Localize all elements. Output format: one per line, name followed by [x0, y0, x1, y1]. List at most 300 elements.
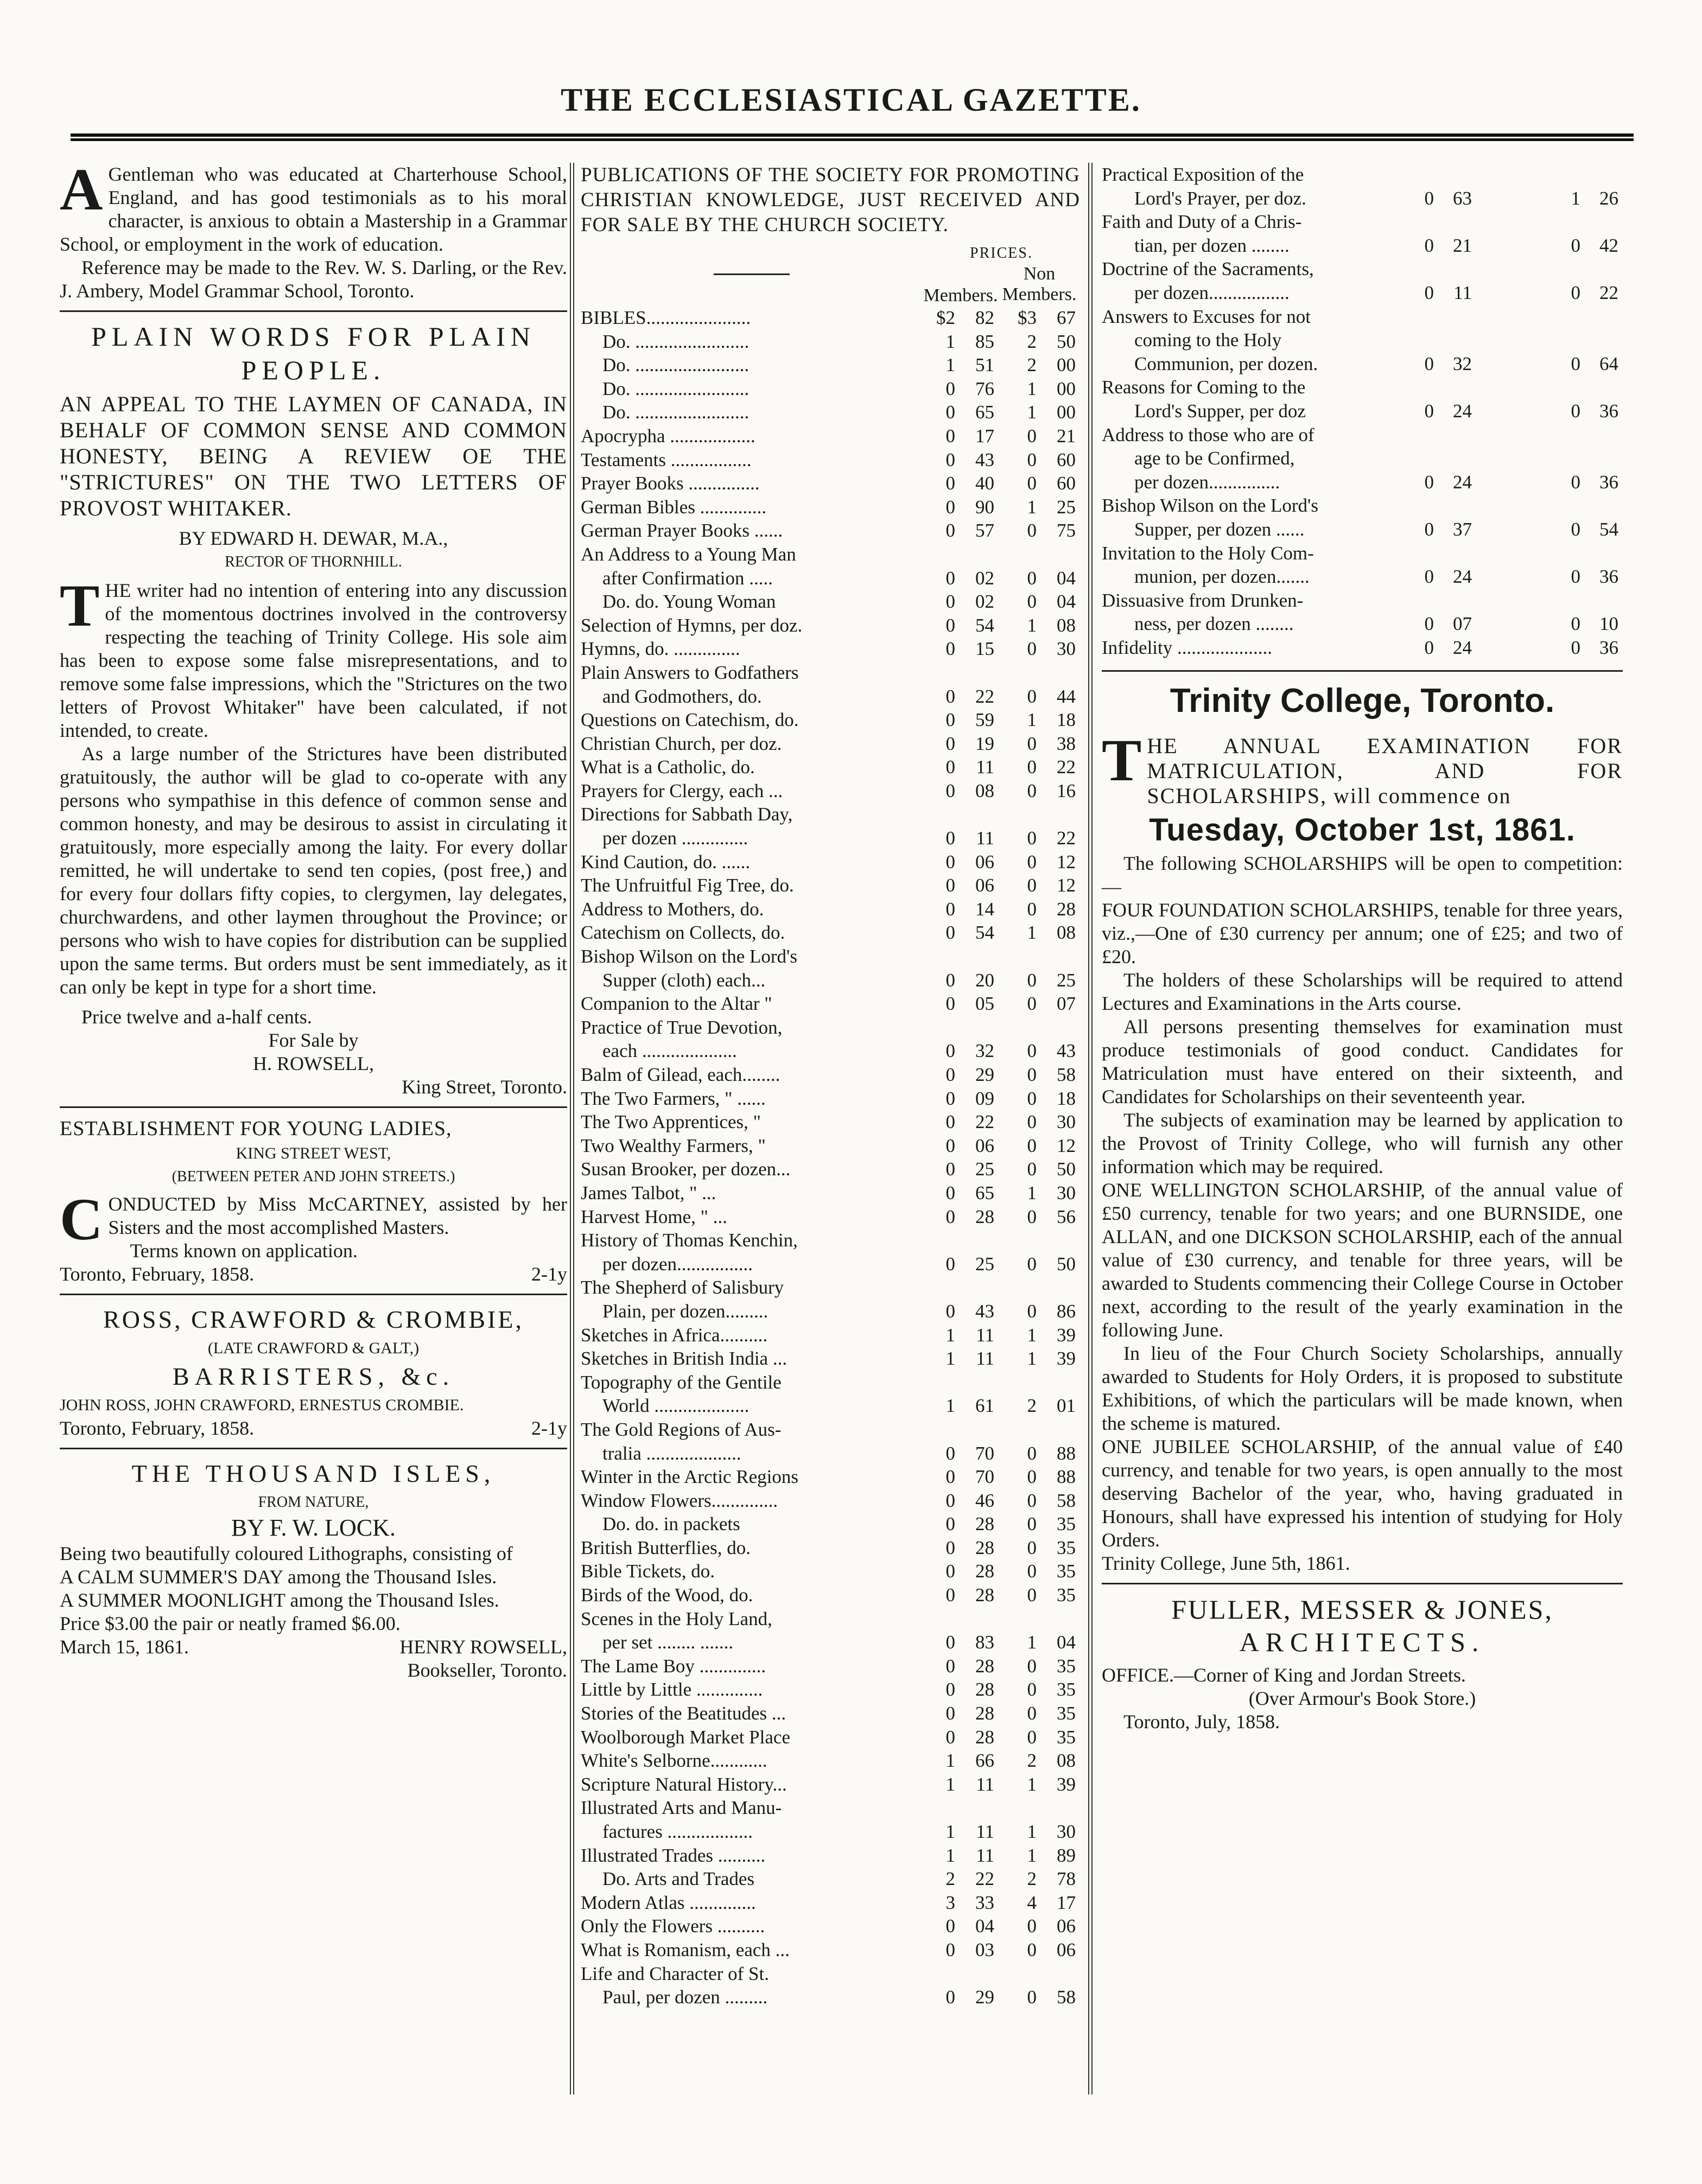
member-price	[930, 1276, 960, 1300]
firm-date: Toronto, July, 1858.	[1123, 1711, 1280, 1733]
spacer	[999, 850, 1012, 874]
member-price: 0	[945, 780, 955, 801]
nonmember-price	[1041, 1607, 1080, 1631]
spacer	[999, 1228, 1012, 1252]
nonmember-price: 1	[1027, 1348, 1037, 1370]
item-title: Companion to the Altar "	[581, 993, 772, 1015]
nonmember-price: 36	[1599, 636, 1618, 658]
masthead-rule	[71, 133, 1634, 141]
member-price: 0	[1424, 566, 1434, 588]
nonmember-price: 0	[1027, 591, 1037, 613]
member-price: 24	[1453, 400, 1472, 422]
nonmember-price: 50	[1057, 1253, 1076, 1275]
spacer	[999, 969, 1012, 992]
nonmember-price: 44	[1057, 685, 1076, 707]
price-row	[581, 1985, 1080, 2009]
spacer	[999, 732, 1012, 756]
price-row	[581, 1016, 1080, 1040]
member-price: 43	[975, 449, 994, 470]
nonmember-price: 2	[1027, 330, 1037, 352]
price-row	[1102, 636, 1623, 660]
member-price: 1	[945, 354, 955, 376]
spacer	[999, 1914, 1012, 1938]
item-title: The Two Farmers, " ......	[581, 1087, 766, 1109]
member-price: 0	[945, 614, 955, 636]
ross-late: (LATE CRAWFORD & GALT,)	[207, 1339, 420, 1357]
spacer	[999, 566, 1012, 590]
spacer	[999, 1039, 1012, 1063]
member-price: 25	[975, 1158, 994, 1180]
price-row	[1102, 305, 1623, 329]
nonmember-price: 60	[1057, 449, 1076, 470]
prices-header	[581, 243, 1080, 264]
price-row	[581, 1157, 1080, 1181]
member-price	[930, 1418, 960, 1442]
price-row	[581, 637, 1080, 661]
prices-columns	[581, 264, 1080, 306]
member-price: 11	[976, 1844, 994, 1866]
member-price: 1	[945, 330, 955, 352]
member-price	[960, 945, 999, 969]
price-row	[581, 1678, 1080, 1702]
establishment-date: Toronto, February, 1858.	[60, 1263, 255, 1285]
member-price: 0	[945, 1561, 955, 1582]
member-price: 0	[945, 969, 955, 991]
item-title: Directions for Sabbath Day,	[581, 804, 793, 825]
price-row	[1102, 257, 1623, 281]
firm-role: ARCHITECTS.	[1239, 1627, 1485, 1658]
member-price: 0	[945, 1466, 955, 1488]
price-row	[581, 1371, 1080, 1395]
member-price: 70	[975, 1466, 994, 1488]
firm-name: FULLER, MESSER & JONES,	[1171, 1594, 1553, 1625]
price-row	[581, 897, 1080, 921]
price-row	[581, 472, 1080, 495]
nonmember-price: 30	[1057, 638, 1076, 660]
member-price: 24	[1453, 566, 1472, 588]
price-row	[581, 1181, 1080, 1205]
spacer	[999, 590, 1012, 614]
spacer	[999, 1583, 1012, 1607]
nonmember-price: 0	[1027, 1655, 1037, 1677]
nonmember-price: 0	[1027, 969, 1037, 991]
seller-address: King Street, Toronto.	[402, 1076, 567, 1098]
isles-footer	[60, 1635, 567, 1659]
spacer	[999, 1844, 1012, 1868]
item-title: per set ........ .......	[602, 1632, 734, 1653]
spacer	[1476, 447, 1552, 470]
member-price: 0	[945, 1206, 955, 1227]
member-price	[1438, 305, 1476, 329]
exam-paragraph-4: All persons presenting themselves for examination must produce testimonials of good conduct. Candidates for Matriculation must have entered on their sixteenth, and Candidates for Scholarships on their seventeenth year.	[1102, 1016, 1623, 1108]
item-title: World ....................	[602, 1395, 750, 1417]
right-column	[1102, 163, 1623, 1734]
item-title: Plain, per dozen.........	[602, 1300, 769, 1322]
member-price	[960, 1016, 999, 1040]
member-price: 14	[975, 898, 994, 920]
item-title: tralia ....................	[602, 1442, 741, 1464]
price-row	[581, 1749, 1080, 1773]
isles-author: BY F. W. LOCK.	[231, 1514, 396, 1541]
spacer	[999, 448, 1012, 472]
item-title: Address to those who are of	[1102, 424, 1314, 445]
nonmember-price: 88	[1057, 1442, 1076, 1464]
member-price: 08	[975, 780, 994, 801]
price-row	[581, 424, 1080, 448]
establishment-title: ESTABLISHMENT FOR YOUNG LADIES,	[60, 1117, 452, 1140]
item-title: What is a Catholic, do.	[581, 756, 755, 778]
member-price: 1	[945, 1844, 955, 1866]
price-row	[581, 1914, 1080, 1938]
price-row	[581, 1512, 1080, 1536]
nonmember-price: 28	[1057, 898, 1076, 920]
nonmember-price	[1552, 375, 1585, 399]
nonmember-price	[1585, 494, 1623, 518]
member-price	[1406, 423, 1438, 447]
member-price: 28	[975, 1679, 994, 1701]
price-row	[1102, 565, 1623, 589]
member-price: 0	[945, 1489, 955, 1511]
nonmember-price	[1585, 375, 1623, 399]
price-row	[581, 1465, 1080, 1489]
member-price: 32	[1453, 353, 1472, 374]
nonmember-price: 0	[1027, 1253, 1037, 1275]
nonmember-price	[1041, 1371, 1080, 1395]
member-price: 0	[945, 591, 955, 613]
member-price: 65	[975, 1182, 994, 1204]
item-title: BIBLES......................	[581, 307, 751, 328]
price-row	[581, 330, 1080, 354]
spacer	[999, 1678, 1012, 1702]
member-price: 29	[975, 1986, 994, 2008]
price-row	[581, 1110, 1080, 1134]
member-price: 0	[945, 1679, 955, 1701]
member-price: 33	[975, 1892, 994, 1913]
establishment-code: 2-1y	[531, 1263, 567, 1285]
nonmember-price: 1	[1027, 378, 1037, 399]
member-price: 0	[945, 402, 955, 423]
item-title: Apocrypha ..................	[581, 425, 755, 447]
member-price: 28	[975, 1703, 994, 1724]
nonmember-price	[1012, 661, 1041, 685]
member-price: 46	[975, 1489, 994, 1511]
spacer	[1476, 494, 1552, 518]
middle-column	[581, 163, 1080, 2009]
member-price	[1438, 210, 1476, 234]
item-title: Christian Church, per doz.	[581, 733, 782, 754]
member-price	[1438, 375, 1476, 399]
item-title: Scripture Natural History...	[581, 1773, 787, 1795]
member-price: 0	[945, 1584, 955, 1606]
price-row	[581, 1276, 1080, 1300]
price-row	[1102, 470, 1623, 494]
spacer	[999, 1110, 1012, 1134]
price-row	[581, 1063, 1080, 1087]
exam-paragraph-7: In lieu of the Four Church Society Scholarships, annually awarded to Students for Holy Orders, it is proposed to substitute Exhibitions, of which the particulars will be made known, when the scheme is matured.	[1102, 1342, 1623, 1435]
member-price: 90	[975, 496, 994, 518]
spacer	[999, 779, 1012, 803]
member-price	[930, 945, 960, 969]
member-price: 11	[976, 1773, 994, 1795]
member-price: 0	[945, 898, 955, 920]
item-title: per dozen................	[602, 1253, 753, 1275]
spacer	[999, 661, 1012, 685]
nonmember-price: 1	[1027, 709, 1037, 731]
exam-date: Tuesday, October 1st, 1861.	[1149, 812, 1576, 848]
member-price: 0	[945, 567, 955, 589]
item-title: Practical Exposition of the	[1102, 164, 1304, 185]
drop-cap: C	[60, 1186, 103, 1252]
member-price	[1406, 328, 1438, 352]
item-title: Practice of True Devotion,	[581, 1016, 783, 1038]
price-row	[581, 1631, 1080, 1654]
member-price: 0	[945, 473, 955, 494]
spacer	[1476, 210, 1552, 234]
nonmember-price: 0	[1571, 636, 1580, 658]
member-price: 0	[945, 1087, 955, 1109]
member-price: 85	[975, 330, 994, 352]
spacer	[999, 1394, 1012, 1418]
price-row	[1102, 518, 1623, 542]
member-price: 0	[1424, 613, 1434, 635]
ross-date: Toronto, February, 1858.	[60, 1417, 255, 1439]
appeal-body-1: HE writer had no intention of entering into any discussion of the momentous doctrines involved in the controversy respecting the teaching of Trinity College. His sole aim has been to expose some false misrepresentations, and to remove some false impressions, which the "Strictures on the two letters of Provost Whitaker" have been calculated, if not intended, to create.	[60, 580, 567, 741]
price-row	[581, 353, 1080, 377]
nonmember-price: 0	[1027, 1206, 1037, 1227]
nonmember-price: 38	[1057, 733, 1076, 754]
item-title: Address to Mothers, do.	[581, 898, 764, 920]
spacer	[999, 1867, 1012, 1891]
member-price: 61	[975, 1395, 994, 1417]
nonmember-price: 2	[1027, 1750, 1037, 1772]
nonmember-price	[1041, 1276, 1080, 1300]
price-row	[581, 1323, 1080, 1347]
spacer	[999, 472, 1012, 495]
price-row	[581, 306, 1080, 330]
member-price: 0	[945, 1040, 955, 1062]
member-price: 11	[976, 1348, 994, 1370]
nonmember-price: 01	[1057, 1395, 1076, 1417]
item-title: German Bibles ..............	[581, 496, 767, 518]
nonmember-price: 0	[1027, 1726, 1037, 1748]
spacer	[999, 1631, 1012, 1654]
price-row	[581, 850, 1080, 874]
ross-title: ROSS, CRAWFORD & CROMBIE,	[103, 1306, 524, 1333]
drop-cap: A	[60, 156, 103, 222]
spacer	[999, 495, 1012, 519]
item-title: Do. Arts and Trades	[602, 1868, 755, 1890]
nonmember-price: 36	[1599, 471, 1618, 493]
price-row	[1102, 210, 1623, 234]
ross-footer	[60, 1417, 567, 1440]
nonmember-price: 08	[1057, 922, 1076, 944]
nonmember-price	[1552, 542, 1585, 565]
nonmember-price: 0	[1027, 567, 1037, 589]
publications-heading: PUBLICATIONS OF THE SOCIETY FOR PROMOTING CHRISTIAN KNOWLEDGE, JUST RECEIVED AND FOR SALE BY THE CHURCH SOCIETY.	[581, 164, 1080, 236]
item-title: Stories of the Beatitudes ...	[581, 1703, 786, 1724]
nonmember-price: 0	[1027, 1466, 1037, 1488]
spacer	[1476, 612, 1552, 636]
nonmember-price: 1	[1027, 1182, 1037, 1204]
spacer	[999, 543, 1012, 566]
member-price: 1	[945, 1773, 955, 1795]
member-price	[960, 1276, 999, 1300]
nonmember-price	[1552, 447, 1585, 470]
spacer	[999, 1276, 1012, 1300]
member-price: 37	[1453, 518, 1472, 540]
nonmember-price: 1	[1027, 402, 1037, 423]
price-row	[581, 1654, 1080, 1678]
item-title: Plain Answers to Godfathers	[581, 661, 799, 683]
price-row	[581, 495, 1080, 519]
nonmember-price: 39	[1057, 1773, 1076, 1795]
members-label: Members.	[923, 285, 998, 305]
nonmember-price: 75	[1057, 520, 1076, 542]
nonmember-price: 04	[1057, 1632, 1076, 1653]
price-row	[1102, 612, 1623, 636]
nonmember-price: 35	[1057, 1703, 1076, 1724]
price-row	[581, 945, 1080, 969]
item-title: per dozen...............	[1134, 471, 1280, 493]
member-price	[930, 1371, 960, 1395]
nonmember-price: 06	[1057, 1915, 1076, 1937]
spacer	[999, 921, 1012, 945]
item-title: Do. ........................	[602, 378, 750, 399]
price-row	[581, 661, 1080, 685]
nonmember-price: 50	[1057, 330, 1076, 352]
column-divider-left	[570, 163, 574, 2094]
member-price: 0	[945, 1158, 955, 1180]
item-title: ness, per dozen ........	[1134, 613, 1294, 635]
member-price: 0	[945, 709, 955, 731]
nonmember-price	[1012, 1962, 1041, 1986]
isles-seller: HENRY ROWSELL,	[399, 1636, 567, 1658]
item-title: Supper (cloth) each...	[602, 969, 766, 991]
nonmember-price: 36	[1599, 566, 1618, 588]
tutor-notice	[60, 156, 567, 303]
member-price: 11	[1453, 282, 1472, 303]
nonmember-price: 0	[1027, 638, 1037, 660]
item-title: Only the Flowers ..........	[581, 1915, 765, 1937]
item-title: The Two Apprentices, "	[581, 1111, 761, 1133]
nonmember-price: 0	[1027, 1513, 1037, 1535]
nonmember-price: 06	[1057, 1939, 1076, 1960]
member-price	[1438, 589, 1476, 613]
item-title: Supper, per dozen ......	[1134, 518, 1305, 540]
spacer	[1476, 352, 1552, 376]
nonmember-price: 78	[1057, 1868, 1076, 1890]
spacer	[999, 1536, 1012, 1560]
nonmember-price	[1585, 328, 1623, 352]
nonmember-price: 1	[1027, 922, 1037, 944]
price-row	[581, 1418, 1080, 1442]
nonmember-price	[1585, 210, 1623, 234]
member-price	[1406, 375, 1438, 399]
member-price: 0	[945, 827, 955, 849]
nonmember-price: 0	[1027, 851, 1037, 873]
member-price: 0	[945, 378, 955, 399]
spacer	[1476, 163, 1552, 187]
spacer	[999, 1559, 1012, 1583]
price-row	[1102, 589, 1623, 613]
spacer	[1476, 636, 1552, 660]
item-title: Communion, per dozen.	[1134, 353, 1318, 374]
nonmember-price: 0	[1027, 1158, 1037, 1180]
nonmember-price: 60	[1057, 473, 1076, 494]
nonmember-price	[1012, 945, 1041, 969]
masthead: THE ECCLESIASTICAL GAZETTE.	[561, 82, 1141, 118]
nonmember-price: 12	[1057, 1135, 1076, 1156]
nonmember-price: 0	[1571, 471, 1580, 493]
member-price: 54	[975, 614, 994, 636]
nonmember-price: 35	[1057, 1679, 1076, 1701]
nonmember-price: 36	[1599, 400, 1618, 422]
member-price: 09	[975, 1087, 994, 1109]
price-row	[581, 1252, 1080, 1276]
spacer	[999, 400, 1012, 424]
price-row	[581, 1607, 1080, 1631]
member-price: 76	[975, 378, 994, 399]
nonmember-price: 0	[1027, 1703, 1037, 1724]
divider	[60, 310, 567, 312]
ross-code: 2-1y	[531, 1417, 567, 1439]
item-title: factures ..................	[602, 1821, 753, 1842]
nonmember-price	[1552, 494, 1585, 518]
item-title: Questions on Catechism, do.	[581, 709, 799, 731]
item-title: Illustrated Arts and Manu-	[581, 1797, 782, 1819]
spacer	[999, 1749, 1012, 1773]
nonmember-price: 04	[1057, 567, 1076, 589]
column-divider-right	[1088, 163, 1093, 2094]
nonmember-price: 88	[1057, 1466, 1076, 1488]
nonmember-price: 42	[1599, 234, 1618, 256]
member-price	[1438, 423, 1476, 447]
divider	[1102, 1583, 1623, 1584]
nonmember-price	[1552, 257, 1585, 281]
member-price: 0	[945, 449, 955, 470]
item-title: Scenes in the Holy Land,	[581, 1608, 772, 1629]
nonmember-price: 1	[1571, 187, 1580, 209]
nonmember-price	[1585, 542, 1623, 565]
member-price: 1	[945, 1821, 955, 1842]
spacer	[999, 1371, 1012, 1395]
spacer	[999, 377, 1012, 401]
nonmember-price: 35	[1057, 1513, 1076, 1535]
nonmember-price	[1012, 1607, 1041, 1631]
item-title: The Shepherd of Salisbury	[581, 1277, 784, 1298]
member-price: 0	[945, 1726, 955, 1748]
nonmember-price	[1585, 163, 1623, 187]
spacer	[1476, 328, 1552, 352]
seller-name: H. ROWSELL,	[253, 1053, 374, 1074]
spacer	[999, 519, 1012, 543]
nonmember-price: 21	[1057, 425, 1076, 447]
price-row	[581, 732, 1080, 756]
spacer	[999, 1891, 1012, 1915]
nonmember-price	[1585, 447, 1623, 470]
isles-title: THE THOUSAND ISLES,	[131, 1460, 496, 1487]
nonmember-price	[1041, 1016, 1080, 1040]
member-price: 0	[945, 1537, 955, 1558]
member-price	[1438, 494, 1476, 518]
nonmember-price: 0	[1027, 425, 1037, 447]
item-title: White's Selborne............	[581, 1750, 767, 1772]
item-title: Balm of Gilead, each........	[581, 1064, 780, 1085]
nonmember-price: 0	[1027, 898, 1037, 920]
price-row	[581, 400, 1080, 424]
member-price	[960, 1418, 999, 1442]
nonmember-price: 35	[1057, 1537, 1076, 1558]
